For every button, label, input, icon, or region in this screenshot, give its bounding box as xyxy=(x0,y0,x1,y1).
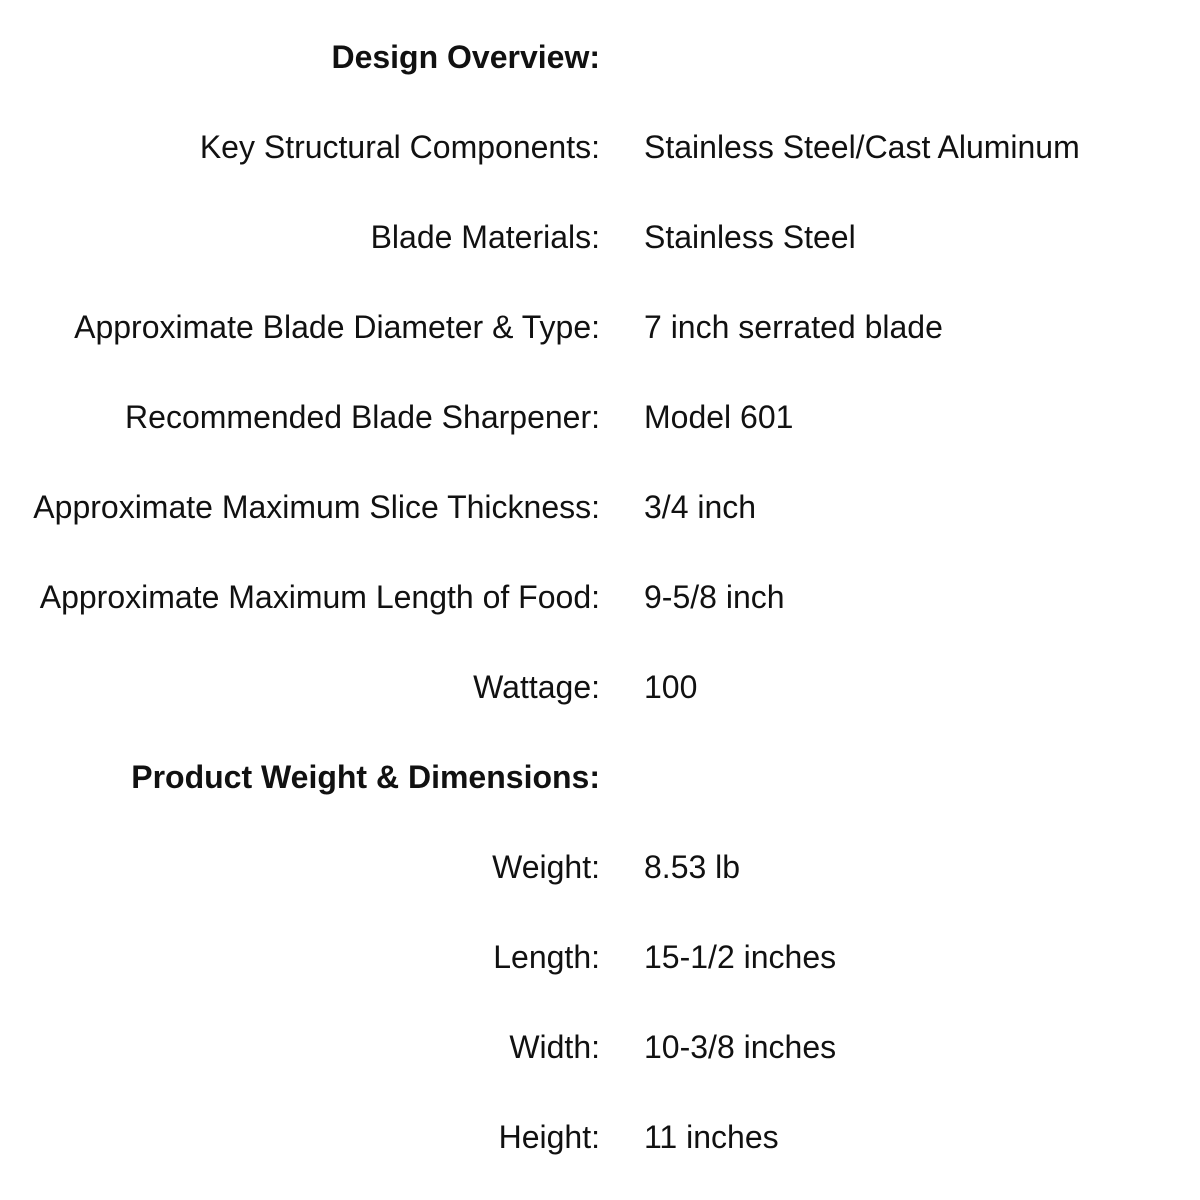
spec-row-wattage xyxy=(0,657,1200,717)
spec-value: 9-5/8 inch xyxy=(644,579,785,615)
spec-row-width xyxy=(0,1017,1200,1077)
spec-value: 10-3/8 inches xyxy=(644,1029,837,1065)
section-heading-label: Design Overview: xyxy=(331,39,600,75)
spec-value: Model 601 xyxy=(644,399,794,435)
spec-value: 3/4 inch xyxy=(644,489,757,525)
spec-value: 8.53 lb xyxy=(644,849,741,885)
spec-label: Wattage: xyxy=(473,669,600,705)
spec-value: 11 inches xyxy=(644,1119,779,1155)
spec-row-max-length-of-food xyxy=(0,567,1200,627)
spec-row-blade-diameter-type xyxy=(0,297,1200,357)
spec-label: Weight: xyxy=(492,849,600,885)
spec-row-length xyxy=(0,927,1200,987)
spec-label: Approximate Maximum Length of Food: xyxy=(39,579,600,615)
spec-row-blade-sharpener xyxy=(0,387,1200,447)
spec-value: Stainless Steel xyxy=(644,219,856,255)
spec-row-key-structural-components xyxy=(0,117,1200,177)
spec-label: Approximate Maximum Slice Thickness: xyxy=(33,489,600,525)
spec-label: Length: xyxy=(493,939,600,975)
spec-label: Approximate Blade Diameter & Type: xyxy=(74,309,600,345)
spec-label: Blade Materials: xyxy=(370,219,600,255)
spec-row-height xyxy=(0,1107,1200,1167)
section-heading-weight-dimensions xyxy=(0,747,1200,807)
spec-row-blade-materials xyxy=(0,207,1200,267)
spec-row-weight xyxy=(0,837,1200,897)
spec-value: 15-1/2 inches xyxy=(644,939,837,975)
spec-value: Stainless Steel/Cast Aluminum xyxy=(644,129,1080,165)
spec-value: 7 inch serrated blade xyxy=(644,309,943,345)
section-heading-design-overview xyxy=(0,27,1200,87)
spec-value: 100 xyxy=(644,669,698,705)
section-heading-label: Product Weight & Dimensions: xyxy=(131,759,600,795)
spec-label: Recommended Blade Sharpener: xyxy=(125,399,600,435)
spec-label: Key Structural Components: xyxy=(199,129,600,165)
spec-label: Width: xyxy=(509,1029,600,1065)
spec-row-max-slice-thickness xyxy=(0,477,1200,537)
spec-label: Height: xyxy=(498,1119,600,1155)
